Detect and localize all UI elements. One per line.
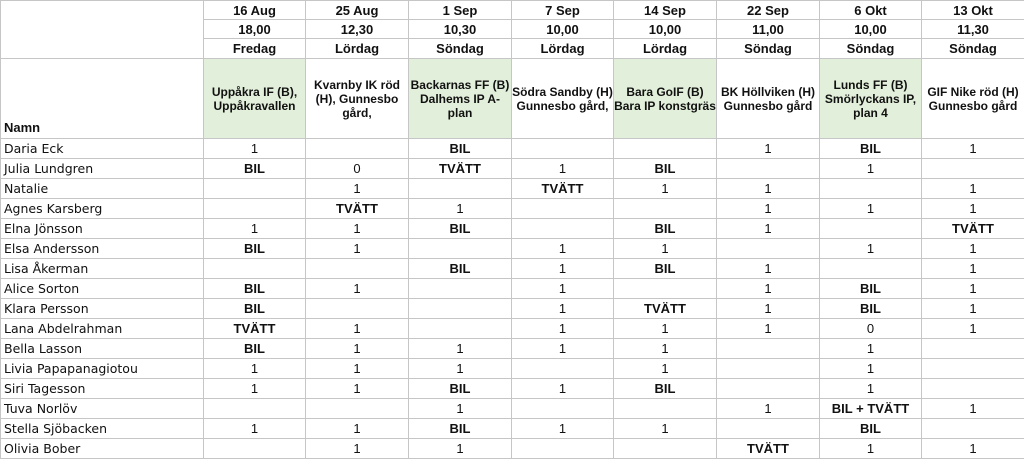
attendance-cell[interactable]: 1: [717, 179, 820, 199]
attendance-cell[interactable]: 1: [717, 299, 820, 319]
attendance-cell[interactable]: 1: [922, 139, 1024, 159]
attendance-cell[interactable]: 1: [409, 439, 512, 459]
attendance-cell[interactable]: [306, 139, 409, 159]
player-name-cell[interactable]: Julia Lundgren: [1, 159, 204, 179]
match-date-cell[interactable]: 25 Aug: [306, 1, 409, 20]
attendance-cell[interactable]: [306, 399, 409, 419]
player-name-cell[interactable]: Natalie: [1, 179, 204, 199]
attendance-cell[interactable]: [204, 199, 306, 219]
attendance-cell[interactable]: [717, 359, 820, 379]
attendance-cell[interactable]: [306, 299, 409, 319]
attendance-cell[interactable]: 1: [306, 319, 409, 339]
match-date-cell[interactable]: 22 Sep: [717, 1, 820, 20]
attendance-cell[interactable]: 1: [409, 199, 512, 219]
attendance-cell[interactable]: 1: [512, 379, 614, 399]
attendance-cell[interactable]: BIL: [409, 419, 512, 439]
attendance-cell[interactable]: [512, 219, 614, 239]
attendance-cell[interactable]: 1: [306, 379, 409, 399]
attendance-cell[interactable]: TVÄTT: [512, 179, 614, 199]
attendance-cell[interactable]: [409, 319, 512, 339]
attendance-cell[interactable]: BIL: [409, 219, 512, 239]
attendance-cell[interactable]: 1: [204, 359, 306, 379]
attendance-cell[interactable]: 1: [922, 239, 1024, 259]
player-name-cell[interactable]: Siri Tagesson: [1, 379, 204, 399]
match-weekday-cell[interactable]: Söndag: [409, 39, 512, 59]
attendance-cell[interactable]: 1: [614, 179, 717, 199]
match-opponent-cell[interactable]: Södra Sandby (H) Gunnesbo gård,: [512, 59, 614, 139]
attendance-cell[interactable]: BIL: [820, 279, 922, 299]
player-row: [1, 239, 1024, 259]
attendance-cell[interactable]: [820, 259, 922, 279]
match-time-cell[interactable]: 12,30: [306, 20, 409, 39]
attendance-cell[interactable]: BIL: [614, 219, 717, 239]
player-name-cell[interactable]: Lana Abdelrahman: [1, 319, 204, 339]
attendance-cell[interactable]: 1: [204, 419, 306, 439]
attendance-cell[interactable]: [614, 439, 717, 459]
attendance-cell[interactable]: 1: [717, 219, 820, 239]
attendance-cell[interactable]: [512, 359, 614, 379]
attendance-cell[interactable]: BIL: [409, 259, 512, 279]
attendance-cell[interactable]: 1: [306, 439, 409, 459]
attendance-cell[interactable]: TVÄTT: [204, 319, 306, 339]
attendance-cell[interactable]: 1: [614, 239, 717, 259]
player-row: [1, 199, 1024, 219]
attendance-cell[interactable]: 1: [306, 419, 409, 439]
attendance-cell[interactable]: 1: [922, 319, 1024, 339]
attendance-cell[interactable]: 1: [409, 339, 512, 359]
attendance-cell[interactable]: 1: [512, 159, 614, 179]
attendance-cell[interactable]: 1: [512, 239, 614, 259]
player-name-cell[interactable]: Livia Papapanagiotou: [1, 359, 204, 379]
attendance-cell[interactable]: 1: [306, 339, 409, 359]
attendance-cell[interactable]: 1: [204, 219, 306, 239]
attendance-cell[interactable]: BIL: [820, 419, 922, 439]
attendance-cell[interactable]: 1: [922, 259, 1024, 279]
attendance-cell[interactable]: [409, 279, 512, 299]
attendance-cell[interactable]: [717, 419, 820, 439]
attendance-cell[interactable]: [922, 339, 1024, 359]
attendance-cell[interactable]: BIL: [409, 379, 512, 399]
attendance-cell[interactable]: 1: [922, 179, 1024, 199]
attendance-cell[interactable]: BIL + TVÄTT: [820, 399, 922, 419]
attendance-cell[interactable]: BIL: [820, 139, 922, 159]
attendance-cell[interactable]: 1: [922, 439, 1024, 459]
attendance-cell[interactable]: TVÄTT: [409, 159, 512, 179]
attendance-cell[interactable]: [204, 259, 306, 279]
attendance-cell[interactable]: 1: [409, 359, 512, 379]
attendance-cell[interactable]: 1: [409, 399, 512, 419]
attendance-cell[interactable]: 1: [717, 199, 820, 219]
match-weekday-cell[interactable]: Lördag: [512, 39, 614, 59]
attendance-cell[interactable]: 1: [306, 179, 409, 199]
match-time-cell[interactable]: 10,00: [820, 20, 922, 39]
match-opponent-cell[interactable]: Lunds FF (B) Smörlyckans IP, plan 4: [820, 59, 922, 139]
match-time-cell[interactable]: 18,00: [204, 20, 306, 39]
attendance-cell[interactable]: [717, 339, 820, 359]
header-blank-cell[interactable]: [1, 1, 204, 59]
player-row: [1, 259, 1024, 279]
attendance-cell[interactable]: TVÄTT: [614, 299, 717, 319]
attendance-cell[interactable]: 1: [306, 359, 409, 379]
match-opponent-cell[interactable]: Kvarnby IK röd (H), Gunnesbo gård,: [306, 59, 409, 139]
attendance-cell[interactable]: BIL: [614, 159, 717, 179]
attendance-cell[interactable]: [922, 159, 1024, 179]
match-time-cell[interactable]: 11,00: [717, 20, 820, 39]
attendance-cell[interactable]: 1: [717, 399, 820, 419]
attendance-cell[interactable]: 1: [512, 259, 614, 279]
attendance-cell[interactable]: BIL: [204, 239, 306, 259]
header-row-date: [1, 1, 1024, 20]
attendance-cell[interactable]: [614, 139, 717, 159]
attendance-cell[interactable]: TVÄTT: [922, 219, 1024, 239]
attendance-cell[interactable]: 1: [820, 159, 922, 179]
player-name-cell[interactable]: Tuva Norlöv: [1, 399, 204, 419]
attendance-cell[interactable]: [409, 179, 512, 199]
attendance-cell[interactable]: [717, 159, 820, 179]
attendance-cell[interactable]: 1: [614, 419, 717, 439]
match-date-cell[interactable]: 13 Okt: [922, 1, 1024, 20]
match-weekday-cell[interactable]: Söndag: [717, 39, 820, 59]
player-row: [1, 379, 1024, 399]
attendance-cell[interactable]: 1: [614, 359, 717, 379]
attendance-cell[interactable]: [204, 439, 306, 459]
attendance-cell[interactable]: [614, 399, 717, 419]
player-row: [1, 299, 1024, 319]
attendance-cell[interactable]: [614, 279, 717, 299]
player-name-cell[interactable]: Olivia Bober: [1, 439, 204, 459]
attendance-cell[interactable]: [922, 379, 1024, 399]
attendance-cell[interactable]: 1: [717, 279, 820, 299]
player-name-cell[interactable]: Stella Sjöbacken: [1, 419, 204, 439]
match-weekday-cell[interactable]: Fredag: [204, 39, 306, 59]
attendance-cell[interactable]: BIL: [409, 139, 512, 159]
match-time-cell[interactable]: 11,30: [922, 20, 1024, 39]
attendance-cell[interactable]: BIL: [204, 159, 306, 179]
attendance-cell[interactable]: BIL: [820, 299, 922, 319]
namn-header-cell[interactable]: Namn: [1, 59, 204, 139]
match-opponent-cell[interactable]: Uppåkra IF (B), Uppåkravallen: [204, 59, 306, 139]
player-row: [1, 219, 1024, 239]
player-row: [1, 179, 1024, 199]
attendance-cell[interactable]: [922, 419, 1024, 439]
attendance-cell[interactable]: 1: [512, 419, 614, 439]
attendance-cell[interactable]: 1: [306, 279, 409, 299]
match-weekday-cell[interactable]: Söndag: [820, 39, 922, 59]
attendance-cell[interactable]: [204, 179, 306, 199]
match-time-cell[interactable]: 10,00: [512, 20, 614, 39]
attendance-cell[interactable]: [409, 299, 512, 319]
player-name-cell[interactable]: Elna Jönsson: [1, 219, 204, 239]
player-name-cell[interactable]: Elsa Andersson: [1, 239, 204, 259]
match-date-cell[interactable]: 16 Aug: [204, 1, 306, 20]
match-time-cell[interactable]: 10,00: [614, 20, 717, 39]
attendance-cell[interactable]: BIL: [614, 379, 717, 399]
player-row: [1, 359, 1024, 379]
player-row: [1, 319, 1024, 339]
attendance-cell[interactable]: 1: [306, 219, 409, 239]
player-row: [1, 419, 1024, 439]
match-date-cell[interactable]: 14 Sep: [614, 1, 717, 20]
attendance-cell[interactable]: 1: [512, 279, 614, 299]
attendance-cell[interactable]: [922, 359, 1024, 379]
attendance-cell[interactable]: [409, 239, 512, 259]
attendance-cell[interactable]: [614, 199, 717, 219]
attendance-cell[interactable]: [820, 179, 922, 199]
match-time-cell[interactable]: 10,30: [409, 20, 512, 39]
match-date-cell[interactable]: 1 Sep: [409, 1, 512, 20]
player-row: [1, 279, 1024, 299]
attendance-cell[interactable]: [204, 399, 306, 419]
attendance-cell[interactable]: [820, 219, 922, 239]
match-opponent-cell[interactable]: Backarnas FF (B) Dalhems IP A-plan: [409, 59, 512, 139]
player-name-cell[interactable]: Bella Lasson: [1, 339, 204, 359]
player-name-cell[interactable]: Klara Persson: [1, 299, 204, 319]
player-row: [1, 159, 1024, 179]
match-date-cell[interactable]: 7 Sep: [512, 1, 614, 20]
attendance-cell[interactable]: 1: [922, 199, 1024, 219]
player-row: [1, 139, 1024, 159]
attendance-cell[interactable]: BIL: [204, 279, 306, 299]
attendance-cell[interactable]: 1: [717, 139, 820, 159]
match-opponent-cell[interactable]: BK Höllviken (H) Gunnesbo gård: [717, 59, 820, 139]
attendance-cell[interactable]: BIL: [204, 339, 306, 359]
attendance-cell[interactable]: 1: [820, 239, 922, 259]
attendance-cell[interactable]: 1: [922, 299, 1024, 319]
attendance-cell[interactable]: 1: [820, 379, 922, 399]
attendance-cell[interactable]: BIL: [204, 299, 306, 319]
attendance-cell[interactable]: 1: [820, 359, 922, 379]
attendance-cell[interactable]: BIL: [614, 259, 717, 279]
match-weekday-cell[interactable]: Söndag: [922, 39, 1024, 59]
match-opponent-cell[interactable]: Bara GoIF (B) Bara IP konstgräs: [614, 59, 717, 139]
attendance-cell[interactable]: 1: [717, 259, 820, 279]
header-row-opponent: [1, 59, 1024, 139]
attendance-cell[interactable]: [512, 199, 614, 219]
attendance-cell[interactable]: 1: [820, 199, 922, 219]
attendance-cell[interactable]: 1: [204, 139, 306, 159]
attendance-cell[interactable]: 0: [306, 159, 409, 179]
match-weekday-cell[interactable]: Lördag: [614, 39, 717, 59]
player-name-cell[interactable]: Alice Sorton: [1, 279, 204, 299]
player-name-cell[interactable]: Lisa Åkerman: [1, 259, 204, 279]
match-date-cell[interactable]: 6 Okt: [820, 1, 922, 20]
player-name-cell[interactable]: Daria Eck: [1, 139, 204, 159]
attendance-cell[interactable]: [717, 239, 820, 259]
player-row: [1, 439, 1024, 459]
attendance-cell[interactable]: 1: [717, 319, 820, 339]
attendance-cell[interactable]: [512, 139, 614, 159]
attendance-cell[interactable]: 1: [512, 319, 614, 339]
attendance-cell[interactable]: [306, 259, 409, 279]
attendance-cell[interactable]: 1: [512, 339, 614, 359]
attendance-cell[interactable]: 1: [614, 319, 717, 339]
player-row: [1, 399, 1024, 419]
attendance-cell[interactable]: 1: [512, 299, 614, 319]
attendance-cell[interactable]: 1: [820, 339, 922, 359]
attendance-cell[interactable]: [512, 439, 614, 459]
attendance-cell[interactable]: [717, 379, 820, 399]
attendance-cell[interactable]: 1: [306, 239, 409, 259]
attendance-cell[interactable]: 1: [614, 339, 717, 359]
attendance-cell[interactable]: 1: [204, 379, 306, 399]
match-opponent-cell[interactable]: GIF Nike röd (H) Gunnesbo gård: [922, 59, 1024, 139]
player-row: [1, 339, 1024, 359]
attendance-cell[interactable]: 1: [922, 279, 1024, 299]
attendance-cell[interactable]: 1: [820, 439, 922, 459]
match-weekday-cell[interactable]: Lördag: [306, 39, 409, 59]
attendance-cell[interactable]: TVÄTT: [717, 439, 820, 459]
attendance-cell[interactable]: [512, 399, 614, 419]
attendance-cell[interactable]: 0: [820, 319, 922, 339]
player-name-cell[interactable]: Agnes Karsberg: [1, 199, 204, 219]
attendance-cell[interactable]: 1: [922, 399, 1024, 419]
attendance-cell[interactable]: TVÄTT: [306, 199, 409, 219]
